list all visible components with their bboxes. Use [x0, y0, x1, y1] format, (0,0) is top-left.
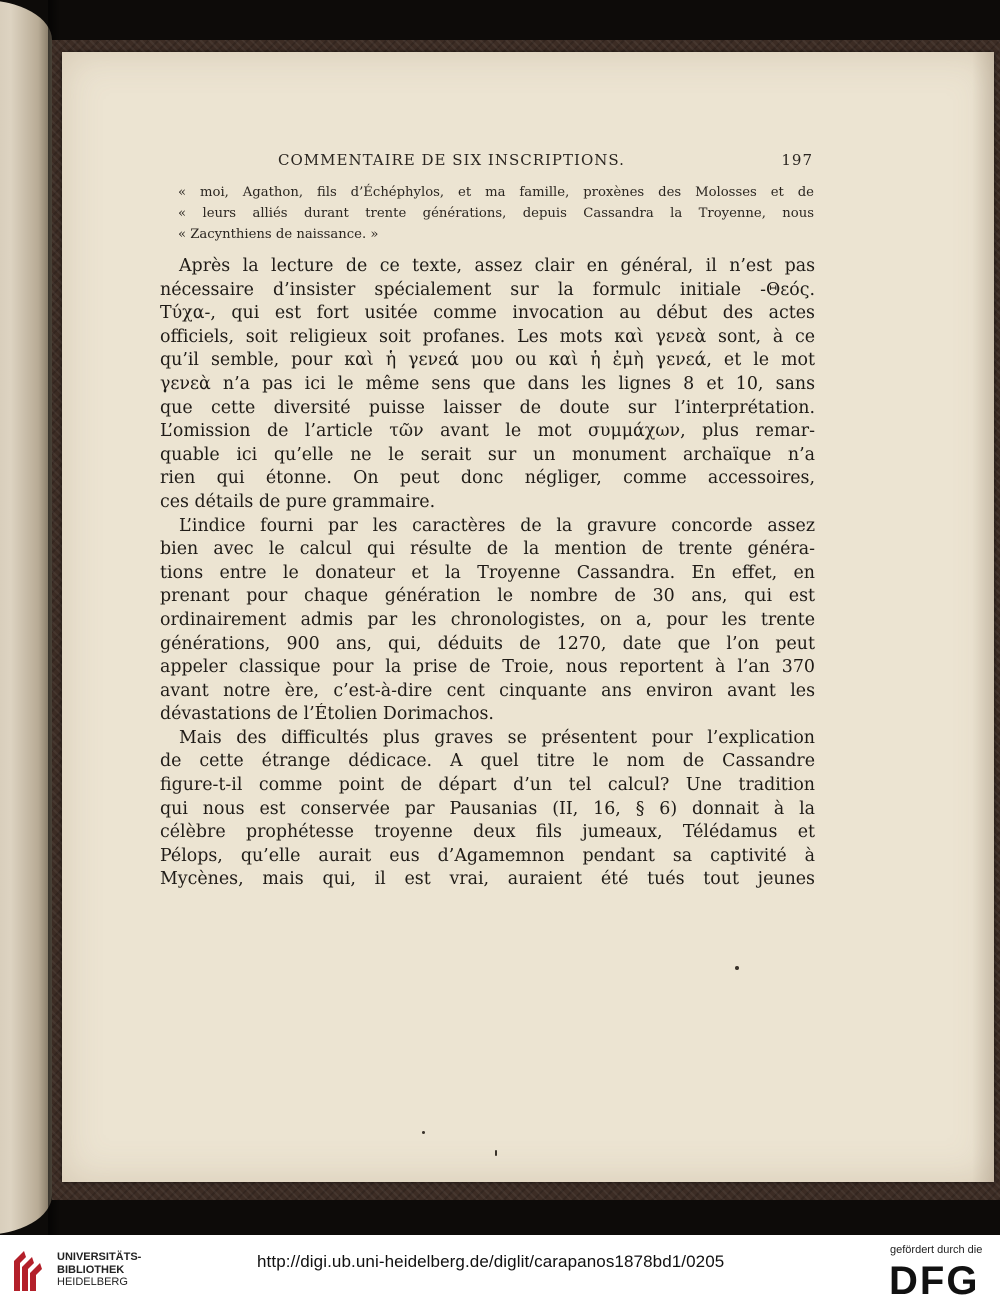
running-title: COMMENTAIRE DE SIX INSCRIPTIONS. [278, 151, 625, 169]
text-line: officiels, soit religieux soit profanes. Les mots καὶ γενεὰ sont, à ce [160, 326, 815, 347]
text-line: de cette étrange dédicace. A quel titre le nom de Cassandre [160, 751, 815, 772]
text-line: générations, 900 ans, qui, déduits de 1270, date que l’on peut [160, 633, 815, 654]
text-line: bien avec le calcul qui résulte de la mention de trente généra- [160, 539, 815, 560]
text-line: rien qui étonne. On peut donc négliger, comme accessoires, [160, 468, 815, 489]
library-name[interactable] [57, 1251, 141, 1289]
quote-line: « leurs alliés durant trente générations, depuis Cassandra la Troyenne, nous [178, 206, 814, 221]
text-line: L’omission de l’article τῶν avant le mot συμμάχων, plus remar- [160, 421, 815, 442]
paragraph-2 [160, 515, 815, 727]
text-line: prenant pour chaque génération le nombre de 30 ans, qui est [160, 586, 815, 607]
translation-quote [178, 182, 814, 245]
text-line: Après la lecture de ce texte, assez clair en général, il n’est pas [179, 256, 815, 276]
university-library-logo-icon[interactable] [10, 1247, 50, 1295]
text-line: quable ici qu’elle ne le serait sur un monument archaïque n’a [160, 444, 815, 465]
viewer-footer [0, 1235, 1000, 1307]
text-line: Pélops, qu’elle aurait eus d’Agamemnon pendant sa captivité à [160, 845, 815, 866]
left-page-edge [0, 0, 52, 1235]
page-edge-shade [972, 52, 994, 1182]
paragraph-3 [160, 727, 815, 892]
text-line: γενεὰ n’a pas ici le même sens que dans les lignes 8 et 10, sans [160, 373, 815, 394]
text-line: tions entre le donateur et la Troyenne Cassandra. En effet, en [160, 562, 815, 583]
paper-speck [422, 1131, 425, 1134]
text-line: célèbre prophétesse troyenne deux fils jumeaux, Télédamus et [160, 822, 815, 843]
running-header [150, 151, 813, 171]
library-name-line: BIBLIOTHEK [57, 1263, 125, 1276]
text-line: ces détails de pure grammaire. [160, 491, 436, 512]
text-line: L’indice fourni par les caractères de la gravure concorde assez [179, 515, 815, 536]
text-line: avant notre ère, c’est-à-dire cent cinquante ans environ avant les [160, 680, 815, 701]
text-line: nécessaire d’insister spécialement sur la formulc initiale -Θεός. [160, 279, 815, 300]
quote-line: « moi, Agathon, fils d’Échéphylos, et ma famille, proxènes des Molosses et de [178, 185, 814, 200]
dfg-logo[interactable]: DFG [889, 1259, 980, 1303]
text-line: ordinairement admis par les chronologistes, on a, pour les trente [160, 609, 815, 630]
text-line: figure-t-il comme point de départ d’un tel calcul? Une tradition [160, 775, 815, 796]
funding-caption: gefördert durch die [890, 1244, 983, 1256]
quote-line: « Zacynthiens de naissance. » [178, 227, 379, 242]
text-line: qui nous est conservée par Pausanias (II, 16, § 6) donnait à la [160, 798, 815, 819]
text-line: qu’il semble, pour καὶ ἡ γενεά μου ou καὶ ἡ ἐμὴ γενεά, et le mot [160, 350, 815, 371]
paper-speck [495, 1150, 497, 1156]
body-text [160, 255, 815, 892]
paragraph-1 [160, 255, 815, 515]
text-line: que cette diversité puisse laisser de doute sur l’interprétation. [160, 397, 815, 418]
text-line: appeler classique pour la prise de Troie, nous reportent à l’an 370 [160, 657, 815, 678]
text-line: Mais des difficultés plus graves se présentent pour l’explication [179, 727, 815, 748]
library-name-line: UNIVERSITÄTS- [57, 1251, 142, 1263]
page-number: 197 [781, 151, 813, 169]
paper-speck [735, 966, 739, 970]
text-line: dévastations de l’Étolien Dorimachos. [160, 704, 494, 725]
library-name-line: HEIDELBERG [57, 1276, 128, 1288]
permalink-url[interactable]: http://digi.ub.uni-heidelberg.de/diglit/carapanos1878bd1/0205 [257, 1252, 725, 1271]
text-line: Τύχα-, qui est fort usitée comme invocation au début des actes [160, 303, 815, 324]
text-line: Mycènes, mais qui, il est vrai, auraient été tués tout jeunes [160, 869, 815, 890]
